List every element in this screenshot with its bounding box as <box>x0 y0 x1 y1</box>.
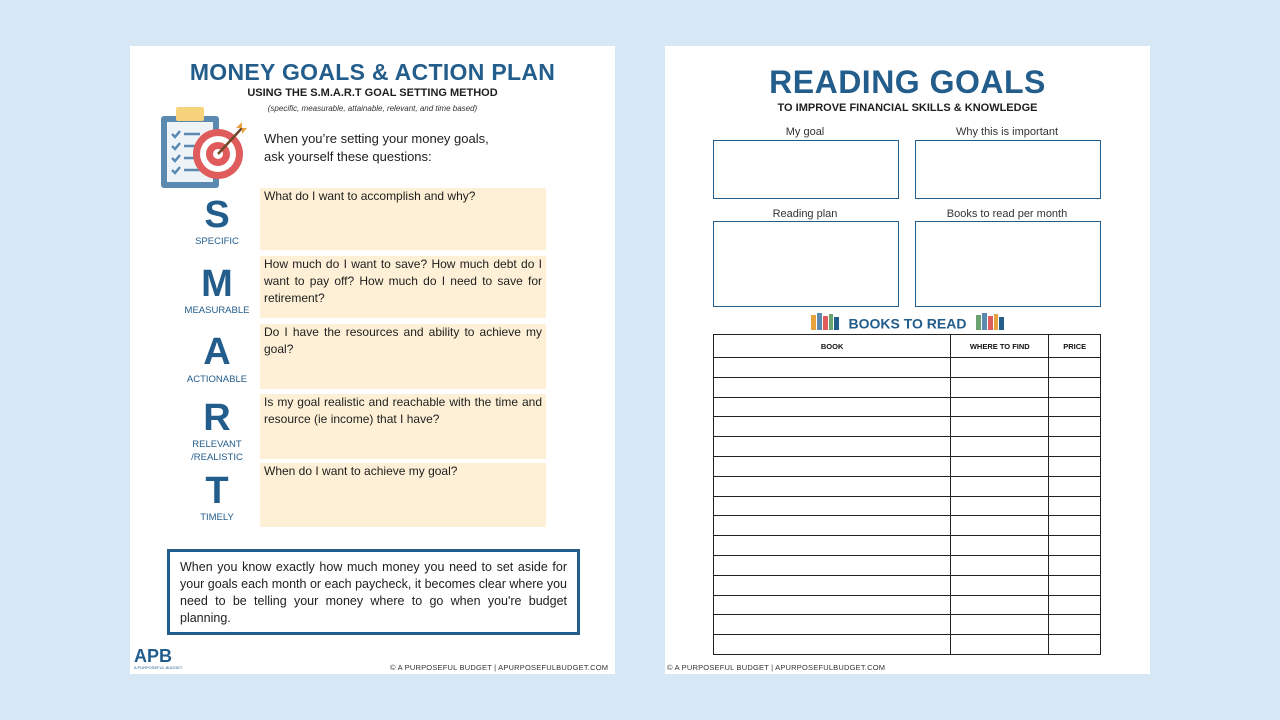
book-cell[interactable] <box>714 555 951 575</box>
label-my-goal: My goal <box>785 126 825 138</box>
table-row <box>714 635 1101 655</box>
reading-subtitle: TO IMPROVE FINANCIAL SKILLS & KNOWLEDGE <box>777 102 1038 114</box>
books-table-body <box>714 358 1101 655</box>
table-header-row <box>714 335 1101 358</box>
book-cell[interactable] <box>714 358 951 378</box>
smart-letter-r: R <box>203 397 231 439</box>
smart-letter-a: A <box>203 331 231 373</box>
books-heading-text: BOOKS TO READ <box>848 315 967 332</box>
book-cell[interactable] <box>714 476 951 496</box>
column-price: PRICE <box>1049 335 1101 358</box>
left-footer: © A PURPOSEFUL BUDGET | APURPOSEFULBUDGET.COM <box>390 663 609 672</box>
table-row <box>714 595 1101 615</box>
where-to-find-cell[interactable] <box>951 555 1049 575</box>
callout-box <box>167 549 580 635</box>
question-measurable: How much do I want to save? How much debt do I want to pay off? How much do I need to save for retirement? <box>260 256 546 318</box>
reading-plan-box[interactable] <box>713 221 899 307</box>
table-row <box>714 456 1101 476</box>
where-to-find-cell[interactable] <box>951 358 1049 378</box>
where-to-find-cell[interactable] <box>951 595 1049 615</box>
books-icon <box>810 312 840 335</box>
table-row <box>714 417 1101 437</box>
question-timely: When do I want to achieve my goal? <box>260 463 546 527</box>
price-cell[interactable] <box>1049 437 1101 457</box>
where-to-find-cell[interactable] <box>951 417 1049 437</box>
table-row <box>714 377 1101 397</box>
where-to-find-cell[interactable] <box>951 516 1049 536</box>
table-row <box>714 615 1101 635</box>
where-to-find-cell[interactable] <box>951 456 1049 476</box>
intro-line-1: When you’re setting your money goals, <box>264 131 489 146</box>
price-cell[interactable] <box>1049 536 1101 556</box>
smart-letter-s: S <box>204 194 230 236</box>
price-cell[interactable] <box>1049 575 1101 595</box>
apb-logo <box>134 647 188 674</box>
table-row <box>714 516 1101 536</box>
price-cell[interactable] <box>1049 595 1101 615</box>
where-to-find-cell[interactable] <box>951 536 1049 556</box>
book-cell[interactable] <box>714 456 951 476</box>
table-row <box>714 536 1101 556</box>
book-cell[interactable] <box>714 536 951 556</box>
table-row <box>714 496 1101 516</box>
price-cell[interactable] <box>1049 516 1101 536</box>
table-row <box>714 476 1101 496</box>
table-row <box>714 555 1101 575</box>
smart-word-measurable: MEASURABLE <box>184 305 250 316</box>
logo-subtext: A PURPOSEFUL BUDGET <box>134 665 183 670</box>
logo-text: APB <box>134 646 173 666</box>
my-goal-box[interactable] <box>713 140 899 199</box>
book-cell[interactable] <box>714 417 951 437</box>
label-why-important: Why this is important <box>955 126 1059 138</box>
where-to-find-cell[interactable] <box>951 476 1049 496</box>
smart-word-timely: TIMELY <box>200 512 234 523</box>
reading-goals-page <box>665 46 1150 674</box>
smart-word-realistic: /REALISTIC <box>191 452 243 463</box>
smart-letter-m: M <box>201 263 233 305</box>
price-cell[interactable] <box>1049 496 1101 516</box>
book-cell[interactable] <box>714 437 951 457</box>
where-to-find-cell[interactable] <box>951 377 1049 397</box>
column-book: BOOK <box>714 335 951 358</box>
table-row <box>714 358 1101 378</box>
price-cell[interactable] <box>1049 555 1101 575</box>
clipboard-target-icon <box>158 104 248 190</box>
question-actionable: Do I have the resources and ability to achieve my goal? <box>260 324 546 389</box>
smart-word-relevant: RELEVANT <box>192 439 242 450</box>
smart-letter-t: T <box>205 470 229 512</box>
page-subtitle: USING THE S.M.A.R.T GOAL SETTING METHOD <box>247 87 498 99</box>
callout-text: When you know exactly how much money you need to set aside for your goals each month or each paycheck, it becomes clear where you need to be telling your money where to go when you're budget planning. <box>180 560 568 625</box>
where-to-find-cell[interactable] <box>951 635 1049 655</box>
table-row <box>714 397 1101 417</box>
books-heading <box>665 312 1150 335</box>
books-table <box>713 334 1101 655</box>
book-cell[interactable] <box>714 615 951 635</box>
column-where-to-find: WHERE TO FIND <box>951 335 1049 358</box>
label-books-per-month: Books to read per month <box>946 208 1068 220</box>
price-cell[interactable] <box>1049 615 1101 635</box>
table-row <box>714 575 1101 595</box>
where-to-find-cell[interactable] <box>951 397 1049 417</box>
price-cell[interactable] <box>1049 476 1101 496</box>
where-to-find-cell[interactable] <box>951 615 1049 635</box>
table-row <box>714 437 1101 457</box>
book-cell[interactable] <box>714 575 951 595</box>
book-cell[interactable] <box>714 635 951 655</box>
where-to-find-cell[interactable] <box>951 437 1049 457</box>
books-icon <box>975 312 1005 335</box>
page-title: MONEY GOALS & ACTION PLAN <box>189 59 556 85</box>
price-cell[interactable] <box>1049 397 1101 417</box>
smart-word-specific: SPECIFIC <box>195 236 239 247</box>
question-specific: What do I want to accomplish and why? <box>260 188 546 250</box>
label-reading-plan: Reading plan <box>772 208 838 220</box>
price-cell[interactable] <box>1049 417 1101 437</box>
reading-title: READING GOALS <box>769 64 1046 100</box>
question-realistic: Is my goal realistic and reachable with the time and resource (ie income) that I have? <box>260 394 546 459</box>
book-cell[interactable] <box>714 377 951 397</box>
smart-word-actionable: ACTIONABLE <box>186 374 248 385</box>
where-to-find-cell[interactable] <box>951 575 1049 595</box>
intro-text <box>264 130 489 166</box>
right-footer: © A PURPOSEFUL BUDGET | APURPOSEFULBUDGET.COM <box>667 663 886 672</box>
why-important-box[interactable] <box>915 140 1101 199</box>
books-per-month-box[interactable] <box>915 221 1101 307</box>
where-to-find-cell[interactable] <box>951 496 1049 516</box>
subtitle-note: (specific, measurable, attainable, relevant, and time based) <box>267 104 478 113</box>
book-cell[interactable] <box>714 516 951 536</box>
book-cell[interactable] <box>714 496 951 516</box>
money-goals-page <box>130 46 615 674</box>
book-cell[interactable] <box>714 397 951 417</box>
price-cell[interactable] <box>1049 456 1101 476</box>
intro-line-2: ask yourself these questions: <box>264 149 432 164</box>
price-cell[interactable] <box>1049 358 1101 378</box>
price-cell[interactable] <box>1049 635 1101 655</box>
book-cell[interactable] <box>714 595 951 615</box>
price-cell[interactable] <box>1049 377 1101 397</box>
